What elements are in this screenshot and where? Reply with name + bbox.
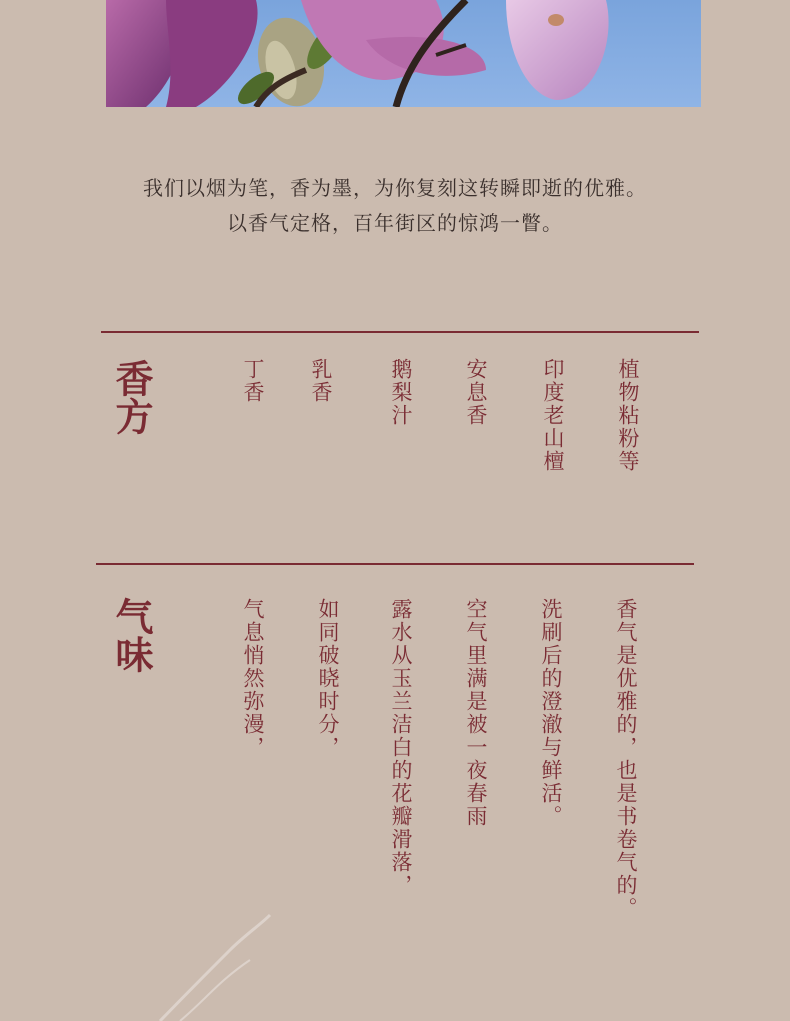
scent-line: 气息悄然弥漫， xyxy=(241,598,265,759)
formula-item: 乳香 xyxy=(309,358,333,404)
formula-item: 安息香 xyxy=(464,358,488,427)
formula-item: 丁香 xyxy=(241,358,265,404)
formula-title: 香方 xyxy=(109,359,153,435)
smoke-wisp-decoration xyxy=(150,910,330,1021)
formula-item: 印度老山檀 xyxy=(541,358,565,473)
scent-line: 空气里满是被一夜春雨 xyxy=(464,598,488,828)
formula-item: 植物粘粉等 xyxy=(616,358,640,473)
formula-item: 鹅梨汁 xyxy=(389,358,413,427)
scent-line: 露水从玉兰洁白的花瓣滑落， xyxy=(389,598,413,897)
scent-divider xyxy=(96,563,694,565)
intro-line-2: 以香气定格，百年街区的惊鸿一瞥。 xyxy=(227,211,563,235)
scent-title: 气味 xyxy=(109,597,153,673)
scent-line: 洗刷后的澄澈与鲜活。 xyxy=(539,598,563,828)
formula-divider xyxy=(101,331,699,333)
scent-line: 如同破晓时分， xyxy=(316,598,340,759)
scent-line: 香气是优雅的，也是书卷气的。 xyxy=(614,598,638,920)
intro-line-1: 我们以烟为笔，香为墨，为你复刻这转瞬即逝的优雅。 xyxy=(143,176,647,200)
hero-magnolia-image xyxy=(106,0,701,107)
